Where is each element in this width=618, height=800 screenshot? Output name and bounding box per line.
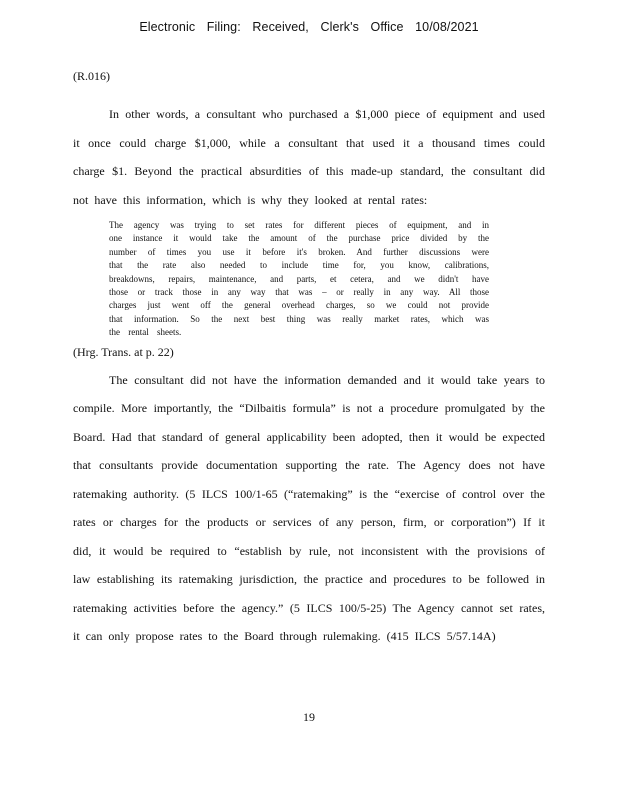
filing-stamp-header: Electronic Filing: Received, Clerk's Office 10/08/2021 <box>139 20 479 34</box>
record-reference: (R.016) <box>73 69 110 83</box>
page-number: 19 <box>303 710 315 724</box>
block-quote-line: the rental sheets. <box>109 327 182 338</box>
paragraph-1: In other words, a consultant who purchased a $1,000 piece of equipment and used it once could charge $1,000, while a consultant that used it a thousand times could charge $1. Beyond the practical absurdities of this made-up standard, the consultant did not have this information, which is why they looked at rental rates: <box>73 107 545 207</box>
block-quote-line: that the rate also needed to include time for, you know, calibrations, <box>109 260 489 271</box>
block-quote-line: one instance it would take the amount of the purchase price divided by the <box>109 233 489 244</box>
block-quote-line: The agency was trying to set rates for different pieces of equipment, and in <box>109 220 489 230</box>
block-quote-line: number of times you use it before it's broken. And further discussions were <box>109 246 489 257</box>
quote-citation: (Hrg. Trans. at p. 22) <box>73 344 174 359</box>
paragraph-2: The consultant did not have the information demanded and it would take years to compile. More importantly, the “Dilbaitis formula” is not a procedure promulgated by the Board. Had that standard of general applicability been adopted, then it would be expected that consultants provide documentation supporting the rate. The Agency does not have ratemaking authority. (5 ILCS 100/1-65 (“ratemaking” is the “exercise of control over the rates or charges for the products or services of any person, firm, or corporation”) If it did, it would be required to “establish by rule, not inconsistent with the provisions of law establishing its ratemaking jurisdiction, the practice and procedures to be followed in ratemaking activities before the agency.” (5 ILCS 100/5-25) The Agency cannot set rates, it can only propose rates to the Board through rulemaking. (415 ILCS 5/57.14A) <box>73 372 545 644</box>
block-quote <box>109 219 489 340</box>
block-quote-line: breakdowns, repairs, maintenance, and parts, et cetera, and we didn't have <box>109 273 489 284</box>
document-body <box>73 68 545 651</box>
block-quote-line: that information. So the next best thing was really market rates, which was <box>109 313 489 324</box>
block-quote-line: charges just went off the general overhead charges, so we could not provide <box>109 300 489 311</box>
block-quote-line: those or track those in any way that was – or really in any way. All those <box>109 287 489 298</box>
